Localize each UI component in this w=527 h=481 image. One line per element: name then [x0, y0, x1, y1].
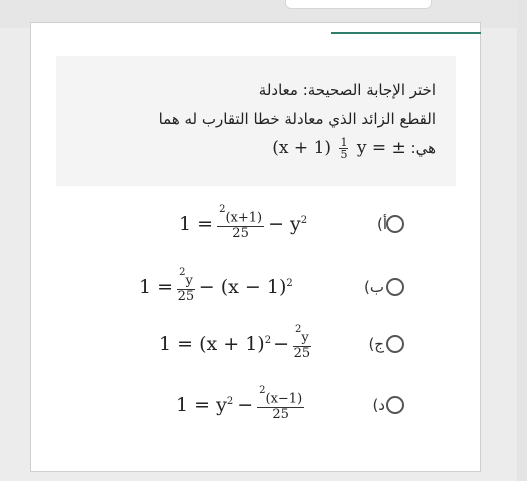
- opt-d-lhs: 1 = y: [176, 394, 227, 416]
- opt-d-fraction: $\frac{^2(x-1)}{25}$: [259, 385, 303, 422]
- question-suffix: هي:: [410, 139, 436, 157]
- opt-a-fraction: $\frac{^2(x+1)}{25}$: [219, 204, 263, 241]
- eq-lhs: y = ±: [356, 138, 406, 158]
- page-scrollbar[interactable]: [517, 0, 527, 481]
- question-box: [56, 56, 456, 186]
- active-tab-underline: [331, 32, 481, 34]
- opt-c-minus: −: [273, 333, 290, 355]
- option-b[interactable]: [31, 267, 482, 307]
- opt-a-rhs: − y: [268, 213, 301, 235]
- option-c-label: ج): [368, 335, 384, 353]
- opt-d-minus: −: [237, 394, 254, 416]
- option-b-label: ب): [364, 278, 384, 296]
- opt-b-fraction: $\frac{^2y}{25}$: [177, 267, 195, 304]
- eq-frac-num: 1: [340, 136, 348, 149]
- eq-frac-den: 5: [340, 148, 348, 161]
- option-c-equation: 1 = (x + 1) 2 − $\frac{^2y}{25}$: [159, 324, 311, 361]
- question-line-2: القطع الزائد الذي معادلة خطا التقارب له هما: [158, 110, 436, 128]
- top-tab[interactable]: [285, 0, 432, 9]
- option-d-equation: 1 = y 2 − $\frac{^2(x-1)}{25}$: [176, 385, 303, 422]
- eq-rhs: (x + 1): [272, 138, 332, 158]
- option-a-label: أ): [376, 215, 387, 233]
- radio-option-d[interactable]: [386, 396, 404, 414]
- radio-option-b[interactable]: [386, 278, 404, 296]
- opt-b-lhs: 1 =: [139, 276, 174, 298]
- eq-fraction: [339, 137, 348, 160]
- option-a[interactable]: [31, 204, 482, 244]
- option-a-equation: 1 = $\frac{^2(x+1)}{25}$ − y 2: [179, 204, 308, 241]
- radio-option-a[interactable]: [386, 215, 404, 233]
- radio-option-c[interactable]: [386, 335, 404, 353]
- option-b-equation: 1 = $\frac{^2y}{25}$ − (x − 1) 2: [139, 267, 293, 304]
- option-d[interactable]: [31, 385, 482, 425]
- opt-a-lhs: 1 =: [179, 213, 214, 235]
- question-line-3: [76, 134, 436, 163]
- option-c[interactable]: [31, 324, 482, 364]
- opt-b-rhs: − (x − 1): [198, 276, 287, 298]
- opt-c-fraction: $\frac{^2y}{25}$: [293, 324, 311, 361]
- question-line-1: اختر الإجابة الصحيحة: معادلة: [258, 81, 436, 99]
- question-equation: [272, 136, 406, 161]
- option-d-label: د): [372, 396, 385, 414]
- opt-c-lhs: 1 = (x + 1): [159, 333, 265, 355]
- question-card: [30, 22, 481, 472]
